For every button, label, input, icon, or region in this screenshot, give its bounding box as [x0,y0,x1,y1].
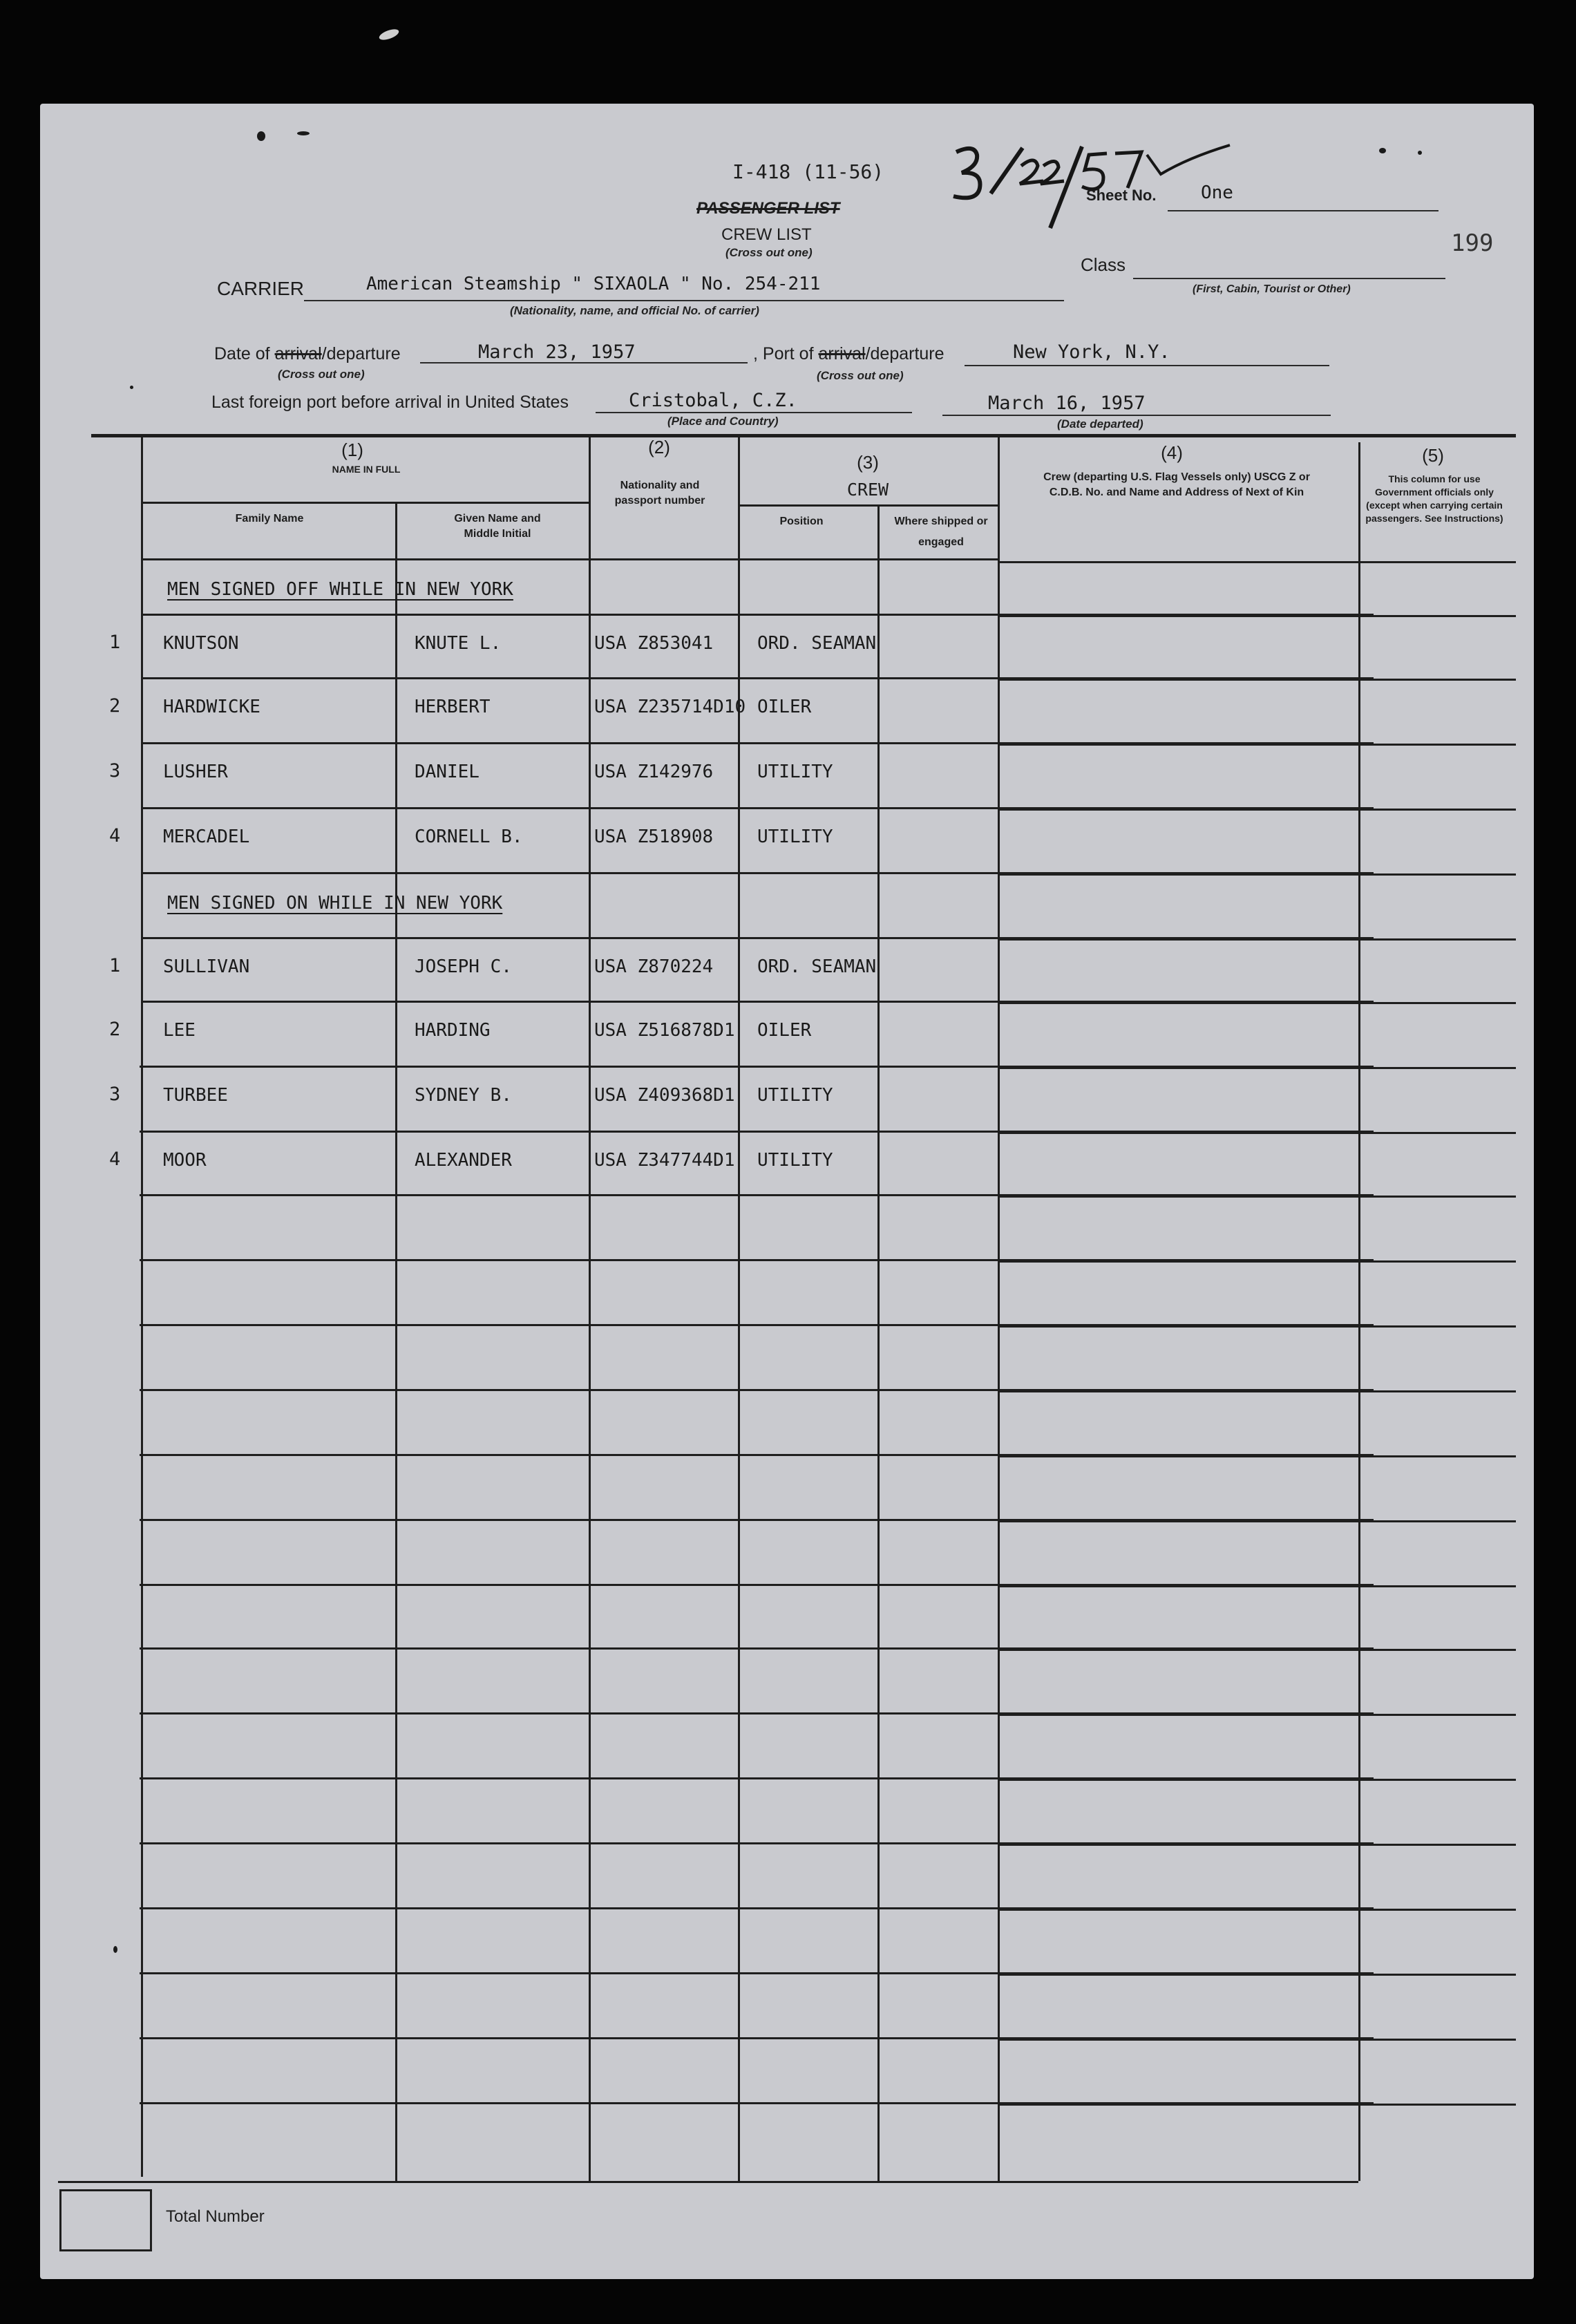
sheet-label: Sheet No. [1086,187,1157,204]
port-underline [965,365,1329,366]
position-cell: UTILITY [757,1150,833,1171]
table-row-rule-right [999,1390,1516,1392]
table-row-rule-right [999,1585,1516,1587]
position-cell: ORD. SEAMAN [757,633,877,654]
table-row-rule-right [999,1260,1516,1263]
row-number: 3 [109,1084,121,1105]
row-number: 1 [109,632,121,653]
last-port-value: Cristobal, C.Z. [629,390,797,411]
row-number: 4 [109,825,121,847]
col5-title: This column for use Government officials only (except when carrying certain passengers. See Instructions) [1365,473,1503,524]
given-name-cell: DANIEL [415,762,480,782]
port-value: New York, N.Y. [1013,341,1170,363]
crew-header-subrule [739,504,999,507]
header-bottom-rule [142,558,999,560]
col-divider-crew-kin [998,435,1000,2181]
col2-title: Nationality and passport number [614,480,705,507]
given-name-cell: JOSEPH C. [415,956,512,977]
scan-speck [257,131,265,141]
table-row-rule-right [999,615,1516,617]
col-divider-name-nationality [589,435,591,2181]
table-row-rule-right [999,1974,1516,1976]
carrier-hint: (Nationality, name, and official No. of carrier) [510,304,759,317]
scan-speck [378,27,400,42]
table-row-rule-right [999,1779,1516,1781]
last-port-underline [596,412,912,413]
passport-cell: USA Z409368D1 [594,1085,735,1106]
date-hint: (Cross out one) [278,368,365,381]
table-row-rule-right [999,873,1516,876]
port-label-arrival-struck: arrival [818,344,866,363]
page-number: 199 [1451,229,1494,257]
section-heading: MEN SIGNED ON WHILE IN NEW YORK [167,893,503,914]
position-cell: OILER [757,1020,812,1041]
last-port-label: Last foreign port before arrival in United States [211,393,569,412]
table-top-rule [91,434,1516,437]
table-row-rule-right [999,744,1516,746]
scan-speck [113,1946,117,1953]
document-page [40,104,1534,2279]
passport-cell: USA Z518908 [594,826,714,847]
family-name-cell: LEE [163,1020,196,1041]
family-name-header: Family Name [235,513,304,525]
scan-speck [1379,148,1386,153]
table-row-rule-right [999,1002,1516,1004]
col5-number: (5) [1422,445,1444,466]
date-label-prefix: Date of [214,344,275,363]
class-hint: (First, Cabin, Tourist or Other) [1193,283,1351,295]
table-row-rule-right [999,2104,1516,2106]
section-heading: MEN SIGNED OFF WHILE IN NEW YORK [167,579,513,600]
table-row-rule-right [999,1520,1516,1522]
passport-cell: USA Z853041 [594,633,714,654]
table-row-rule-right [999,1649,1516,1651]
table-row-rule-right [999,679,1516,681]
scan-speck [1418,151,1422,155]
table-row-rule-right [999,2039,1516,2041]
table-row-rule-right [999,1132,1516,1134]
date-label [214,344,401,364]
date-departed-value: March 16, 1957 [988,393,1146,414]
carrier-label: CARRIER [217,278,305,299]
date-departed-underline [942,415,1331,416]
sheet-value: One [1201,182,1233,203]
given-name-cell: CORNELL B. [415,826,523,847]
sheet-underline [1168,210,1439,211]
class-label: Class [1081,254,1126,275]
table-bottom-rule [58,2181,1358,2183]
table-row-rule-right [999,938,1516,941]
port-label-suffix: /departure [865,344,944,363]
total-number-label: Total Number [166,2207,265,2226]
port-hint: (Cross out one) [817,369,904,382]
table-row-rule-right [999,809,1516,811]
col2-number: (2) [648,437,670,457]
class-underline [1133,278,1445,279]
given-name-cell: HARDING [415,1020,491,1041]
date-label-suffix: /departure [321,344,401,363]
table-row-rule-right [999,1325,1516,1328]
carrier-underline [304,300,1064,301]
col3-number: (3) [857,452,879,473]
table-row-rule-right [999,1909,1516,1911]
given-name-cell: KNUTE L. [415,633,502,654]
col3-title: CREW [846,480,889,500]
port-label [753,344,944,364]
family-name-cell: HARDWICKE [163,697,260,717]
given-name-cell: SYDNEY B. [415,1085,512,1106]
passport-cell: USA Z142976 [594,762,714,782]
position-cell: UTILITY [757,762,833,782]
row-number: 3 [109,760,121,782]
where-shipped-header: Where shipped or engaged [894,516,988,549]
col1-number: (1) [341,440,363,460]
table-row-rule-right [999,1067,1516,1069]
position-cell: UTILITY [757,1085,833,1106]
table-row-rule-right [999,1844,1516,1846]
position-header: Position [779,516,824,527]
passport-cell: USA Z347744D1 [594,1150,735,1171]
port-label-prefix: , Port of [753,344,819,363]
family-name-cell: MOOR [163,1150,207,1171]
passport-cell: USA Z516878D1 [594,1020,735,1041]
table-row-rule-right [999,1455,1516,1457]
date-departed-hint: (Date departed) [1057,417,1143,431]
scan-speck [297,131,310,135]
family-name-cell: LUSHER [163,762,228,782]
family-name-cell: KNUTSON [163,633,239,654]
row-number: 2 [109,695,121,717]
position-cell: UTILITY [757,826,833,847]
family-name-cell: MERCADEL [163,826,250,847]
col-divider-kin-officials [1358,442,1360,2181]
row-number: 1 [109,955,121,976]
date-label-arrival-struck: arrival [274,344,322,363]
table-row-rule-right [999,1714,1516,1716]
header-bottom-rule-right [999,561,1516,563]
family-name-cell: TURBEE [163,1085,228,1106]
form-number: I-418 (11-56) [732,160,884,183]
col4-number: (4) [1161,442,1183,463]
scan-speck [130,386,133,389]
date-underline [420,362,748,363]
carrier-value: American Steamship " SIXAOLA " No. 254-211 [366,274,821,294]
name-header-subrule [142,502,590,504]
passport-cell: USA Z870224 [594,956,714,977]
col-divider-position-where [877,504,880,2181]
list-type-hint: (Cross out one) [725,246,813,259]
given-name-cell: HERBERT [415,697,491,717]
position-cell: OILER [757,697,812,717]
row-number: 2 [109,1019,121,1040]
given-name-header: Given Name and Middle Initial [454,513,541,540]
row-number: 4 [109,1149,121,1170]
last-port-hint: (Place and Country) [667,415,779,428]
crew-list-title: CREW LIST [721,225,812,244]
col4-title: Crew (departing U.S. Flag Vessels only) USCG Z or C.D.B. No. and Name and Address of Next of Kin [1043,471,1310,498]
col-divider-family-given [395,502,397,2181]
position-cell: ORD. SEAMAN [757,956,877,977]
family-name-cell: SULLIVAN [163,956,250,977]
passenger-list-struck: PASSENGER LIST [696,199,840,218]
table-row-rule-right [999,1196,1516,1198]
col-left-border [141,435,143,2177]
date-value: March 23, 1957 [478,341,636,363]
given-name-cell: ALEXANDER [415,1150,512,1171]
passport-cell: USA Z235714D10 [594,697,746,717]
total-number-box [59,2189,152,2251]
col1-title: NAME IN FULL [332,464,401,475]
